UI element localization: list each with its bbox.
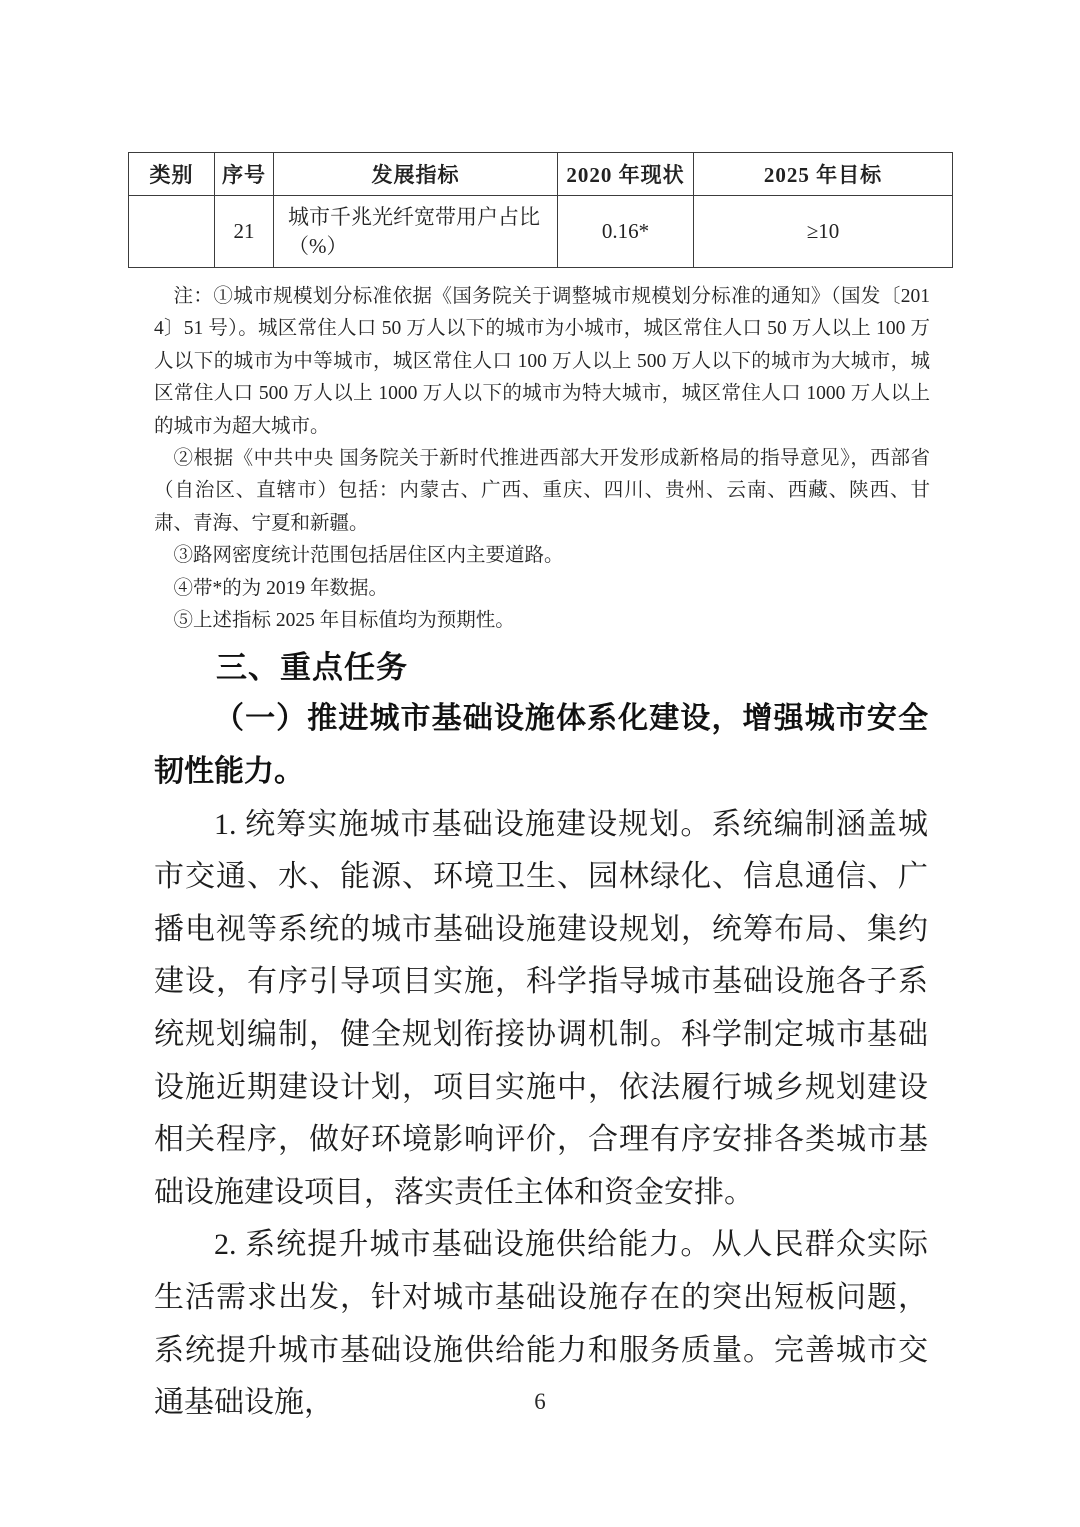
cell-indicator: 城市千兆光纤宽带用户占比 （%） xyxy=(274,196,558,268)
note-3: ③路网密度统计范围包括居住区内主要道路。 xyxy=(173,545,564,567)
cell-category xyxy=(129,196,215,268)
note-1: 注：①城市规模划分标准依据《国务院关于调整城市规模划分标准的通知》（国发〔2014〕51 号）。城区常住人口 50 万人以下的城市为小城市，城区常住人口 50 万人以上 100 万人以下的城市为中等城市，城区常住人口 100 万人以上 500 万人以下的城市为大城市，城区常住人口 500 万人以上 1000 万人以下的城市为特大城市，城区常住人口 1000 万人以上的城市为超大城市。 xyxy=(154,286,930,437)
table-header-target-2025: 2025 年目标 xyxy=(694,153,953,196)
indicators-table xyxy=(128,152,953,268)
cell-status-2020: 0.16* xyxy=(558,196,694,268)
table-header-category: 类别 xyxy=(129,153,215,196)
subsection-heading: （一）推进城市基础设施体系化建设，增强城市安全韧性能力。 xyxy=(154,702,928,789)
page-number: 6 xyxy=(534,1389,546,1414)
table-header-index: 序号 xyxy=(215,153,274,196)
cell-index: 21 xyxy=(215,196,274,268)
section-heading: 三、重点任务 xyxy=(216,650,408,686)
note-4: ④带*的为 2019 年数据。 xyxy=(173,577,389,599)
body-paragraph-1: 1. 统筹实施城市基础设施建设规划。系统编制涵盖城市交通、水、能源、环境卫生、园林绿化、信息通信、广播电视等系统的城市基础设施建设规划，统筹布局、集约建设，有序引导项目实施，科学指导城市基础设施各子系统规划编制，健全规划衔接协调机制。科学制定城市基础设施近期建设计划，项目实施中，依法履行城乡规划建设相关程序，做好环境影响评价，合理有序安排各类城市基础设施建设项目，落实责任主体和资金安排。 xyxy=(154,807,928,1209)
cell-target-2025: ≥10 xyxy=(694,196,953,268)
table-header-status-2020: 2020 年现状 xyxy=(558,153,694,196)
note-5: ⑤上述指标 2025 年目标值均为预期性。 xyxy=(173,610,515,632)
table-header-indicator: 发展指标 xyxy=(274,153,558,196)
table-row xyxy=(129,196,953,268)
table-notes xyxy=(154,281,930,637)
note-2: ②根据《中共中央 国务院关于新时代推进西部大开发形成新格局的指导意见》，西部省（自治区、直辖市）包括：内蒙古、广西、重庆、四川、贵州、云南、西藏、陕西、甘肃、青海、宁夏和新疆。 xyxy=(154,448,930,534)
table-header-row xyxy=(129,153,953,196)
body-paragraph-2: 2. 系统提升城市基础设施供给能力。从人民群众实际生活需求出发，针对城市基础设施存在的突出短板问题，系统提升城市基础设施供给能力和服务质量。完善城市交通基础设施， xyxy=(154,1228,928,1420)
